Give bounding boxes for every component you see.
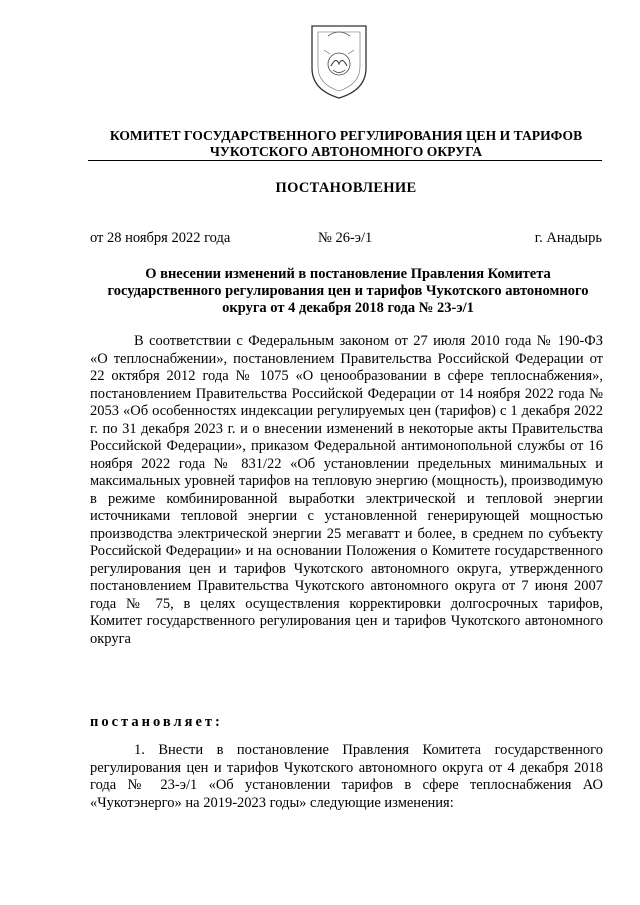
issuing-organization <box>86 128 606 160</box>
resolves-keyword: постановляет: <box>90 714 223 730</box>
header-divider <box>88 160 602 161</box>
organization-line-2: ЧУКОТСКОГО АВТОНОМНОГО ОКРУГА <box>209 144 483 159</box>
organization-line-1: КОМИТЕТ ГОСУДАРСТВЕННОГО РЕГУЛИРОВАНИЯ ЦЕН И ТАРИФОВ <box>109 128 583 143</box>
document-date: от 28 ноября 2022 года <box>90 230 231 246</box>
document-type-title: ПОСТАНОВЛЕНИЕ <box>275 180 417 196</box>
preamble-block <box>90 333 603 648</box>
document-number: № 26-э/1 <box>318 230 373 246</box>
preamble-paragraph: В соответствии с Федеральным законом от 27 июля 2010 года № 190-ФЗ «О теплоснабжении», постановлением Правительства Российской Федерации от 22 октября 2012 года № 1075 «О ценообразовании в сфере теплоснабжения», постановлением Правительства Российской Федерации от 14 ноября 2022 года № 2053 «Об особенностях индексации регулируемых цен (тарифов) с 1 декабря 2022 г. по 31 декабря 2023 г. и о внесении изменений в некоторые акты Правительства Российской Федерации», приказом Федеральной антимонопольной службы от 16 ноября 2022 года № 831/22 «Об установлении предельных минимальных и максимальных уровней тарифов на тепловую энергию (мощность), производимую в режиме комбинированной выработки электрической и тепловой энергии источниками тепловой энергии с установленной генерирующей мощностью производства электрической энергии 25 мегаватт и более, в среднем по субъекту Российской Федерации» и на основании Положения о Комитете государственного регулирования цен и тарифов Чукотского автономного округа, утвержденного постановлением Правительства Чукотского автономного округа от 7 июня 2007 года № 75, в целях осуществления корректировки долгосрочных тарифов, Комитет государственного регулирования цен и тарифов Чукотского автономного округа <box>90 333 603 647</box>
resolution-item-1: 1. Внести в постановление Правления Комитета государственного регулирования цен и тарифов Чукотского автономного округа от 4 декабря 2018 года № 23-э/1 «Об установлении тарифов в сфере теплоснабжения АО «Чукотэнерго» на 2019-2023 годы» следующие изменения: <box>90 742 603 811</box>
coat-of-arms-emblem <box>306 20 372 102</box>
document-subject: О внесении изменений в постановление Правления Комитета государственного регулирования цен и тарифов Чукотского автономного округа от 4 декабря 2018 года № 23-э/1 <box>107 266 589 316</box>
resolution-items <box>90 742 603 812</box>
document-place: г. Анадырь <box>534 230 602 246</box>
